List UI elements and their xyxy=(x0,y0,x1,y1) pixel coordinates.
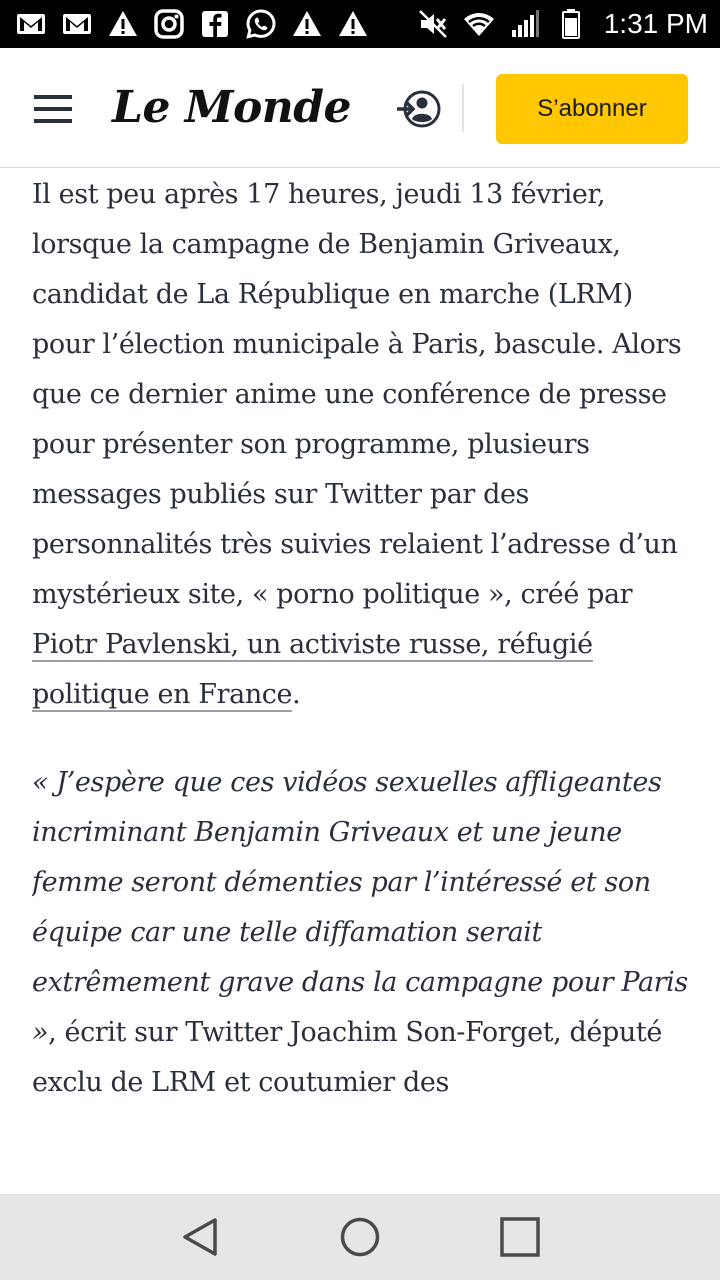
site-header xyxy=(0,48,720,168)
home-button[interactable] xyxy=(330,1207,390,1267)
recents-button[interactable] xyxy=(490,1207,550,1267)
instagram-icon xyxy=(152,7,186,41)
home-icon xyxy=(339,1216,381,1258)
warning-icon xyxy=(106,7,140,41)
hamburger-icon xyxy=(34,95,72,123)
header-divider xyxy=(462,84,464,132)
back-icon xyxy=(180,1216,220,1258)
battery-icon xyxy=(554,7,588,41)
whatsapp-icon xyxy=(244,7,278,41)
account-button[interactable] xyxy=(392,82,446,136)
quote-text: « J’espère que ces vidéos sexuelles affligeantes incriminant Benjamin Griveaux et une jeune femme seront démenties par l’intéressé et son équipe car une telle diffamation serait extrêmement grave dans la campagne pour Paris » xyxy=(32,767,688,1048)
gmail-icon xyxy=(14,7,48,41)
paragraph-text: Il est peu après 17 heures, jeudi 13 février, lorsque la campagne de Benjamin Griveaux, candidat de La République en marche (LRM) pour l’élection municipale à Paris, bascule. Alors que ce dernier anime une conférence de presse pour présenter son programme, plusieurs messages publiés sur Twitter par des personnalités très suivies relaient l’adresse d’un mystérieux site, « porno politique », créé par xyxy=(32,179,682,610)
warning-icon xyxy=(336,7,370,41)
login-icon xyxy=(396,88,442,130)
back-button[interactable] xyxy=(170,1207,230,1267)
clock: 1:31 PM xyxy=(603,8,708,39)
subscribe-button[interactable]: S’abonner xyxy=(496,74,688,144)
system-icons xyxy=(416,7,708,41)
warning-icon xyxy=(290,7,324,41)
wifi-icon xyxy=(462,7,496,41)
article-link[interactable]: Piotr Pavlenski, un activiste russe, réfugié politique en France xyxy=(32,629,593,710)
notification-icons xyxy=(14,7,370,41)
recents-icon xyxy=(499,1216,541,1258)
paragraph-text: , écrit sur Twitter Joachim Son-Forget, député exclu de LRM et coutumier des xyxy=(32,1017,662,1098)
paragraph-end: . xyxy=(292,679,301,710)
article-paragraph xyxy=(32,170,692,720)
menu-button[interactable] xyxy=(28,84,78,134)
signal-icon xyxy=(508,7,542,41)
status-bar xyxy=(0,0,720,48)
navigation-bar xyxy=(0,1194,720,1280)
mute-icon xyxy=(416,7,450,41)
article-body xyxy=(32,168,692,1194)
site-logo[interactable]: Le Monde xyxy=(112,82,352,133)
article-paragraph xyxy=(32,758,692,1108)
facebook-icon xyxy=(198,7,232,41)
gmail-icon xyxy=(60,7,94,41)
